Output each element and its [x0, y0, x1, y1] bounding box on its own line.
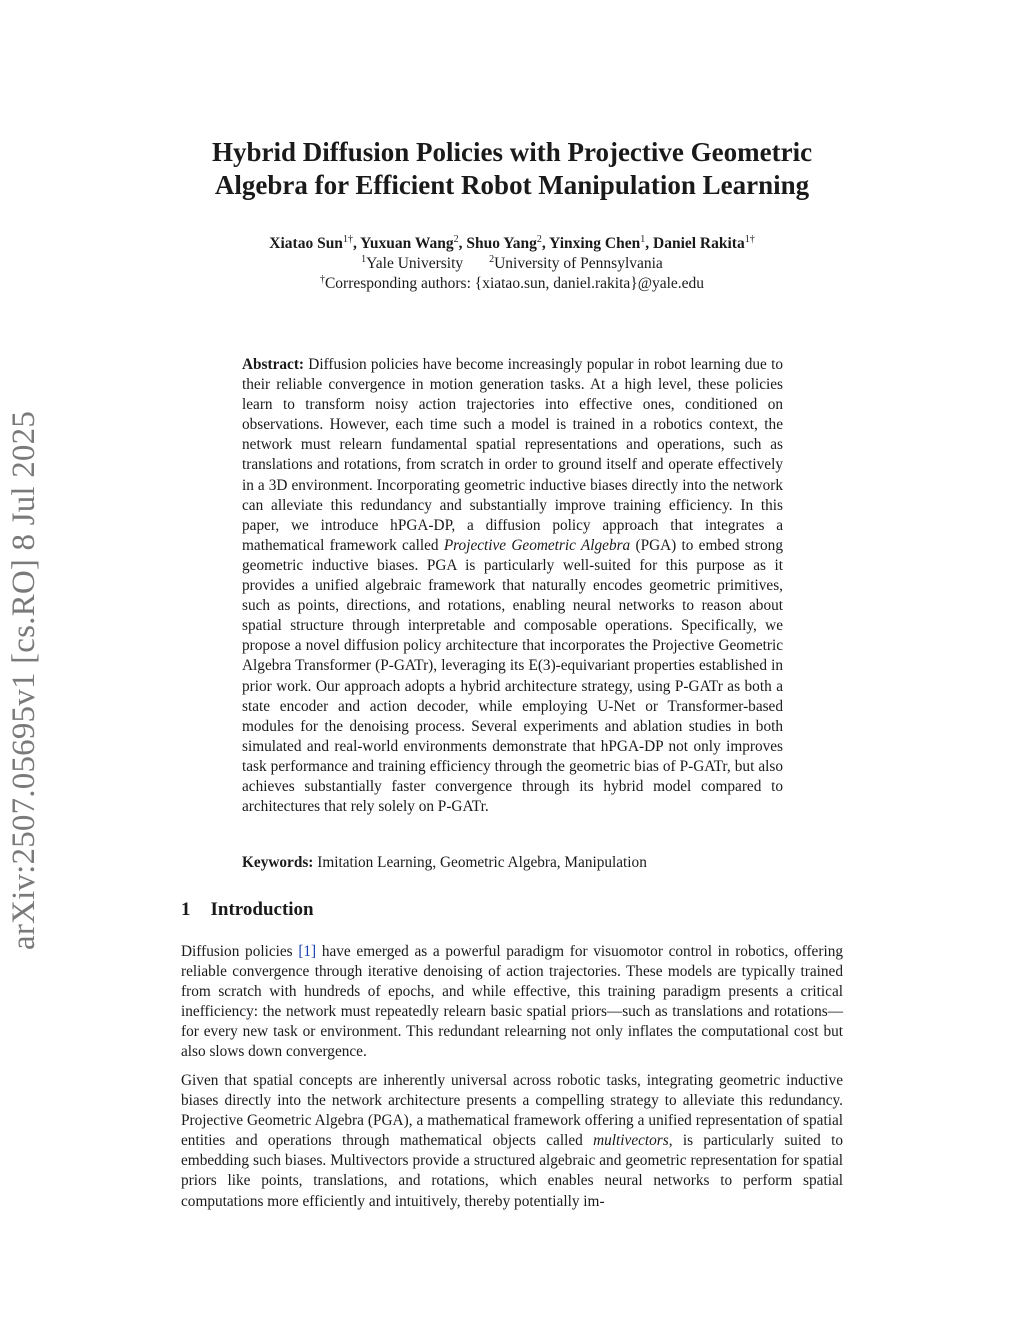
keywords: [242, 853, 802, 873]
citation-link[interactable]: [1]: [298, 943, 317, 960]
corresponding-authors: †Corresponding authors: {xiatao.sun, daniel.rakita}@yale.edu: [319, 274, 705, 292]
author-name: Xiatao Sun: [269, 235, 343, 252]
section-title: Introduction: [210, 899, 314, 920]
author-name: Daniel Rakita: [653, 235, 745, 252]
author-sup: 1†: [744, 234, 755, 245]
author-sup: 2: [453, 234, 459, 245]
abstract-text-1: Diffusion policies have become increasingly popular in robot learning due to their reliable convergence in motion generation tasks. At a high level, these policies learn to transform noisy action trajectories into effective ones, conditioned on observations. However, each time such a model is trained in a robotics context, the network must relearn fundamental spatial representations and operations, such as translations and rotations, from scratch in order to ground itself and operate effectively in a 3D environment. Incorporating geometric inductive biases directly into the network can alleviate this redundancy and substantially improve training efficiency. In this paper, we introduce hPGA-DP, a diffusion policy approach that integrates a mathematical framework called: [242, 356, 783, 554]
author-sup: 2: [536, 234, 542, 245]
abstract-text-2: (PGA) to embed strong geometric inductive biases. PGA is particularly well-suited for this purpose as it provides a unified algebraic framework that naturally encodes geometric primitives, such as points, directions, and rotations, enabling neural networks to reason about spatial structure through interpretable and composable operations. Specifically, we propose a novel diffusion policy architecture that incorporates the Projective Geometric Algebra Transformer (P-GATr), leveraging its E(3)-equivariant properties established in prior work. Our approach adopts a hybrid architecture strategy, using P-GATr as both a state encoder and action decoder, while employing U-Net or Transformer-based modules for the denoising process. Several experiments and ablation studies in both simulated and real-world environments demonstrate that hPGA-DP not only improves task performance and training efficiency through the geometric bias of P-GATr, but also achieves substantially faster convergence through its hybrid model compared to architectures that rely solely on P-GATr.: [242, 536, 783, 816]
intro-paragraph-2: Given that spatial concepts are inherently universal across robotic tasks, integrating geometric inductive biases directly into the network architecture presents a compelling strategy to alleviate this redundancy. Projective Geometric Algebra (PGA), a mathematical framework offering a unified representation of spatial entities and operations through mathematical objects called multivectors, is particularly suited to embedding such biases. Multivectors provide a structured algebraic and geometric representation for spatial priors like points, translations, and rotations, which enables neural networks to perform spatial computations more efficiently and intuitively, thereby potentially im-: [181, 1072, 843, 1210]
title-line-2: Algebra for Efficient Robot Manipulation Learning: [214, 170, 810, 200]
keywords-label: Keywords:: [242, 854, 314, 871]
section-number: 1: [181, 899, 191, 920]
affiliations: [150, 254, 874, 274]
author-block: [150, 234, 874, 294]
paper-title: [150, 136, 874, 202]
abstract-italic-term: Projective Geometric Algebra: [443, 536, 631, 554]
intro-paragraph-1: Diffusion policies [1] have emerged as a powerful paradigm for visuomotor control in robotics, offering reliable convergence through iterative denoising of action trajectories. These models are typically trained from scratch with hundreds of epochs, and while effective, this training paradigm presents a critical inefficiency: the network must repeatedly relearn basic spatial priors—such as translations and rotations—for every new task or environment. This redundant relearning not only inflates the computational cost but also slows down convergence.: [181, 943, 843, 1061]
abstract-label: Abstract:: [242, 356, 305, 373]
author-name: Yinxing Chen: [549, 235, 641, 252]
author-sup: 1†: [342, 234, 353, 245]
arxiv-identifier-stamp: arXiv:2507.05695v1 [cs.RO] 8 Jul 2025: [6, 410, 42, 950]
author-sup: 1: [640, 234, 646, 245]
section-heading-introduction: [181, 899, 314, 921]
affiliation-yale: $^1$Yale University: [361, 254, 464, 272]
abstract: [242, 355, 783, 817]
affiliation-upenn: $^2$University of Pennsylvania: [489, 254, 663, 272]
title-line-1: Hybrid Diffusion Policies with Projective Geometric: [211, 137, 813, 167]
italic-term-multivectors: multivectors: [593, 1132, 669, 1150]
author-names: Xiatao Sun$^{1\dagger}$, Yuxuan Wang$^2$, Shuo Yang$^2$, Yinxing Chen$^1$, Daniel Rakita$^{1\dagger}$: [269, 234, 755, 252]
keywords-text: Imitation Learning, Geometric Algebra, Manipulation: [317, 854, 647, 871]
author-name: Shuo Yang: [466, 235, 537, 252]
author-name: Yuxuan Wang: [360, 235, 454, 252]
